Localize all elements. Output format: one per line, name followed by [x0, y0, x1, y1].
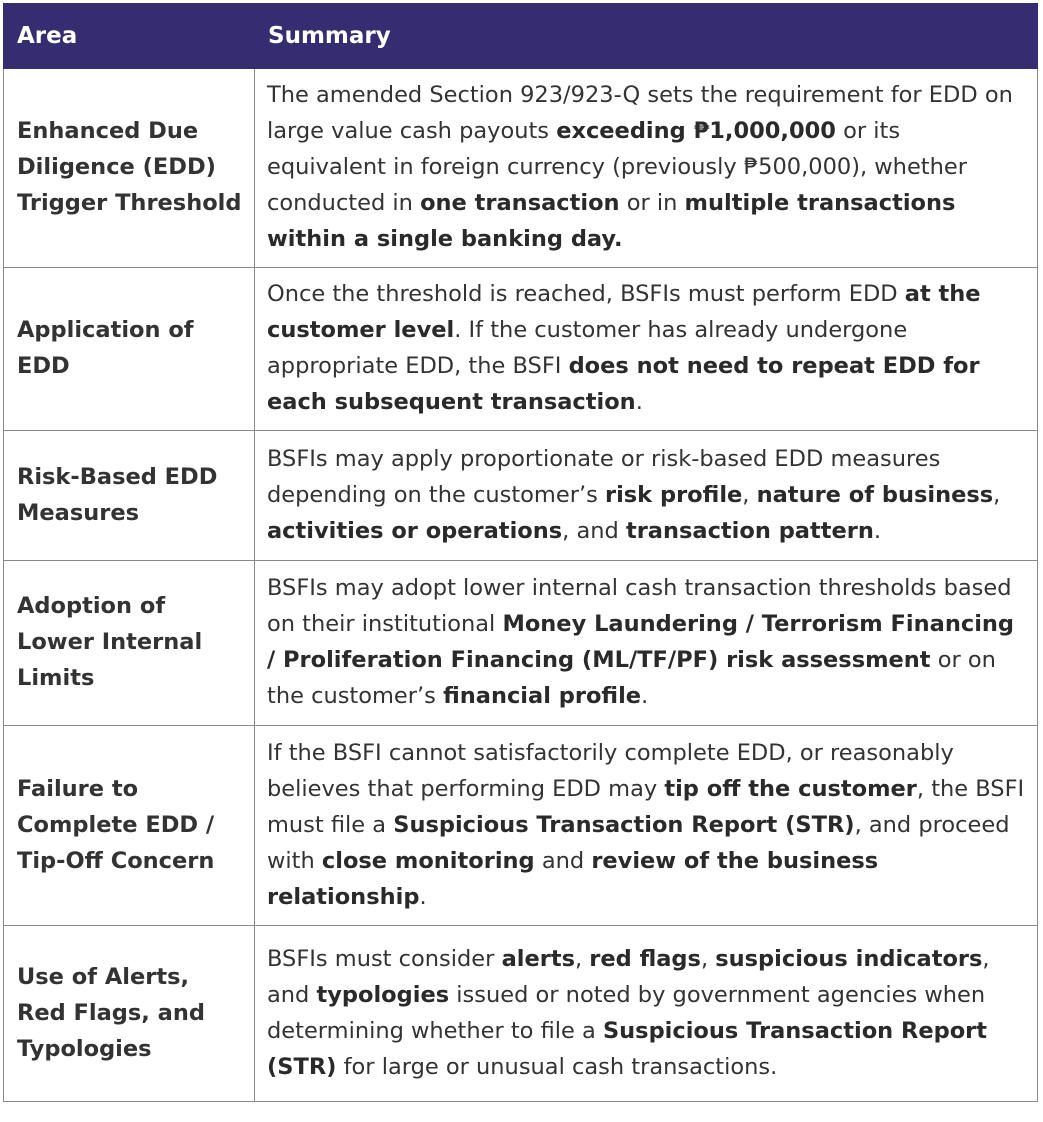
area-cell: Use of Alerts, Red Flags, and Typologies [4, 926, 255, 1102]
summary-text: and [534, 847, 592, 874]
emphasis-text: activities or operations [267, 517, 563, 544]
summary-text: . [419, 883, 427, 910]
summary-text: , and [562, 517, 626, 544]
summary-text: for large or unusual cash transactions. [336, 1053, 778, 1080]
emphasis-text: risk profile [604, 481, 743, 508]
table-header [4, 4, 1038, 69]
area-cell: Application of EDD [4, 268, 255, 431]
summary-text: , [700, 945, 716, 972]
table-row [4, 561, 1038, 726]
summary-text: BSFIs may apply proportionate or risk-based EDD measures depending on the customer’s [267, 445, 941, 508]
summary-cell [255, 69, 1038, 268]
table-body [4, 69, 1038, 1102]
summary-text: , and proceed with [267, 811, 1010, 874]
emphasis-text: tip off the customer [664, 775, 917, 802]
emphasis-text: does not need to repeat EDD for each subsequent transaction [267, 353, 980, 415]
summary-cell [255, 268, 1038, 431]
emphasis-text: suspicious indicators [715, 945, 983, 972]
emphasis-text: alerts [501, 945, 575, 972]
area-cell: Risk-Based EDD Measures [4, 431, 255, 561]
emphasis-text: exceeding ₱1,000,000 [556, 118, 836, 144]
header-summary: Summary [255, 4, 1038, 69]
summary-text: , [742, 481, 757, 508]
summary-text: , [574, 945, 590, 972]
emphasis-text: financial profile [443, 683, 642, 709]
area-cell: Failure to Complete EDD / Tip-Off Concern [4, 726, 255, 926]
summary-cell [255, 926, 1038, 1102]
summary-text: , [993, 481, 1001, 508]
summary-text: . [641, 683, 649, 709]
area-cell: Adoption of Lower Internal Limits [4, 561, 255, 726]
summary-text: issued or noted by government agencies when determining whether to file a [267, 981, 986, 1044]
summary-table [3, 3, 1038, 1102]
summary-text: , the BSFI must file a [267, 775, 1025, 838]
emphasis-text: Money Laundering / Terrorism Financing / Proliferation Financing (ML/TF/PF) risk assessment [267, 611, 1015, 673]
summary-text: . [635, 389, 643, 415]
emphasis-text: review of the business relationship [267, 847, 879, 910]
summary-text: or on the customer’s [267, 647, 996, 709]
emphasis-text: one transaction [420, 190, 620, 216]
table-row [4, 268, 1038, 431]
table-row [4, 926, 1038, 1102]
table-row [4, 726, 1038, 926]
emphasis-text: nature of business [756, 481, 994, 508]
summary-text: BSFIs may adopt lower internal cash transaction thresholds based on their institutional [267, 575, 1012, 637]
emphasis-text: Suspicious Transaction Report (STR) [267, 1017, 988, 1080]
summary-cell [255, 561, 1038, 726]
emphasis-text: Suspicious Transaction Report (STR) [393, 811, 855, 838]
summary-table-container [3, 3, 1037, 1102]
area-cell: Enhanced Due Diligence (EDD) Trigger Threshold [4, 69, 255, 268]
table-row [4, 69, 1038, 268]
summary-text: . [873, 517, 882, 544]
summary-text: or its equivalent in foreign currency (previously ₱500,000), whether conducted in [267, 118, 967, 216]
emphasis-text: close monitoring [321, 847, 535, 874]
summary-text: or in [619, 190, 685, 216]
summary-text: . If the customer has already undergone appropriate EDD, the BSFI [267, 317, 908, 379]
emphasis-text: multiple transactions within a single banking day. [267, 190, 956, 252]
header-area: Area [4, 4, 255, 69]
emphasis-text: transaction pattern [625, 517, 874, 544]
emphasis-text: typologies [316, 981, 450, 1008]
summary-text: , and [267, 945, 990, 1008]
summary-text: BSFIs must consider [267, 945, 502, 972]
emphasis-text: red flags [589, 945, 701, 972]
emphasis-text: at the customer level [267, 281, 981, 343]
summary-cell [255, 431, 1038, 561]
table-row [4, 431, 1038, 561]
header-row [4, 4, 1038, 69]
summary-text: The amended Section 923/923-Q sets the requirement for EDD on large value cash payouts [267, 82, 1013, 144]
summary-cell [255, 726, 1038, 926]
summary-text: Once the threshold is reached, BSFIs must perform EDD [267, 281, 905, 307]
summary-text: If the BSFI cannot satisfactorily complete EDD, or reasonably believes that performing EDD may [267, 739, 954, 802]
